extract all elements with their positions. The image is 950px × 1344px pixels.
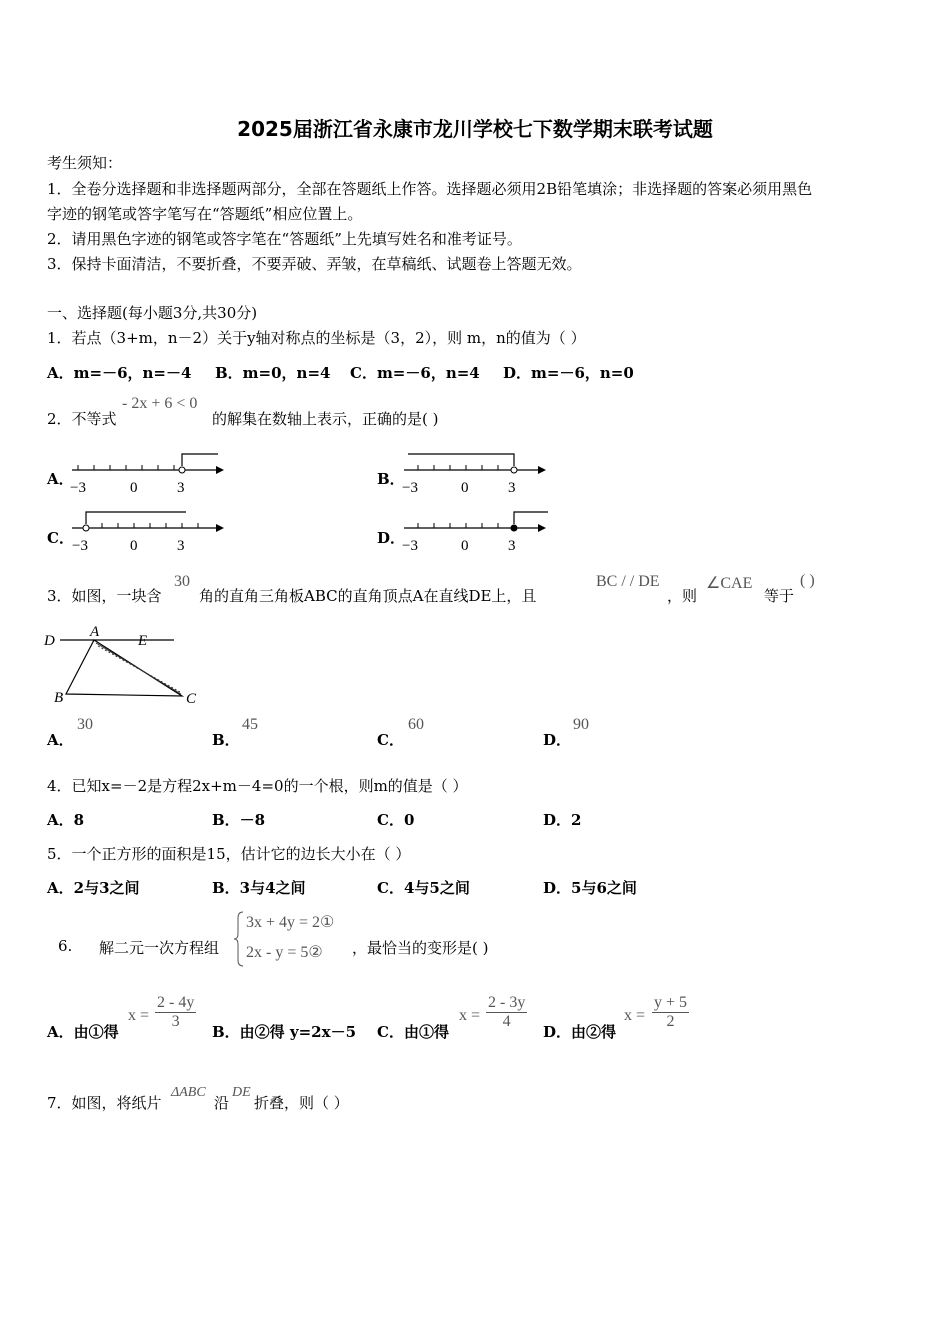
q1-option-b: B．m=0，n=4 xyxy=(215,364,331,382)
label-e: E xyxy=(138,633,148,649)
q3-pre: 3．如图，一块含 xyxy=(47,587,162,605)
q6-option-a-fraction xyxy=(155,994,196,1031)
tick-label: 3 xyxy=(177,480,185,496)
q4-option-c: C．0 xyxy=(377,811,415,829)
q2-number-line-b xyxy=(398,448,558,496)
q2-inequality: - 2x + 6 < 0 xyxy=(122,395,198,412)
q6-brace xyxy=(233,910,245,968)
label-b: B xyxy=(54,690,64,706)
denominator: 4 xyxy=(502,1013,511,1030)
numerator: y + 5 xyxy=(654,994,688,1011)
q2-number-line-c xyxy=(66,506,226,554)
q6-equation-2: 2x - y = 5② xyxy=(246,944,323,961)
q4-option-a: A．8 xyxy=(47,811,85,829)
q6-pre: 解二元一次方程组 xyxy=(99,939,220,957)
q6-option-c: C．由①得 xyxy=(377,1023,449,1041)
tick-label: 0 xyxy=(130,538,138,554)
q3-option-b: B． xyxy=(212,731,240,749)
notice-line-2: 2．请用黑色字迹的钢笔或答字笔在“答题纸”上先填写姓名和准考证号。 xyxy=(47,230,522,248)
tick-label: −3 xyxy=(402,538,418,554)
tick-label: −3 xyxy=(402,480,418,496)
q5-stem: 5．一个正方形的面积是15，估计它的边长大小在（ ） xyxy=(47,845,411,863)
label-c: C xyxy=(186,691,197,707)
tick-label: 3 xyxy=(177,538,185,554)
q6-option-c-fraction xyxy=(486,994,527,1031)
q1-option-d: D．m=－6，n=0 xyxy=(503,364,634,382)
q7-de: DE xyxy=(232,1085,251,1100)
q2-option-b-label: B． xyxy=(377,470,405,488)
q3-option-c: C． xyxy=(377,731,404,749)
numerator: 2 - 3y xyxy=(488,994,526,1011)
q5-option-c: C．4与5之间 xyxy=(377,879,470,897)
numerator: 2 - 4y xyxy=(157,994,195,1011)
q3-condition: BC / / DE xyxy=(596,573,660,590)
q2-option-c-label: C． xyxy=(47,529,74,547)
tick-label: 0 xyxy=(461,480,469,496)
tick-label: 0 xyxy=(130,480,138,496)
q3-option-d: D． xyxy=(543,731,572,749)
page-title: 2025届浙江省永康市龙川学校七下数学期末联考试题 xyxy=(237,117,713,141)
q6-option-b: B．由②得 y=2x－5 xyxy=(212,1023,357,1041)
q5-option-b: B．3与4之间 xyxy=(212,879,306,897)
q6-option-d-x: x = xyxy=(624,1007,646,1024)
tick-label: −3 xyxy=(72,538,88,554)
q1-stem: 1．若点（3+m，n－2）关于y轴对称点的坐标是（3，2），则 m，n的值为（ ） xyxy=(47,329,586,347)
q3-then: ，则 xyxy=(667,587,698,605)
label-d: D xyxy=(44,633,55,649)
denominator: 2 xyxy=(666,1013,675,1030)
q3-option-c-value: 60 xyxy=(408,716,424,733)
tick-label: 3 xyxy=(508,480,516,496)
q6-option-a: A．由①得 xyxy=(47,1023,119,1041)
q3-tail: 等于 xyxy=(764,587,795,605)
q3-option-a-value: 30 xyxy=(77,716,93,733)
q5-option-d: D．5与6之间 xyxy=(543,879,637,897)
q3-option-d-value: 90 xyxy=(573,716,589,733)
notice-line-1a: 1．全卷分选择题和非选择题两部分，全部在答题纸上作答。选择题必须用2B铅笔填涂；非选择题的答案必须用黑色 xyxy=(47,180,813,198)
q7-pre: 7．如图，将纸片 xyxy=(47,1094,162,1112)
q2-number: 2．不等式 xyxy=(47,410,117,428)
notice-line-1b: 字迹的钢笔或答字笔写在“答题纸”相应位置上。 xyxy=(47,205,363,223)
q2-number-line-a xyxy=(66,448,226,496)
section-heading: 一、选择题(每小题3分,共30分) xyxy=(47,304,258,322)
q2-number-line-d xyxy=(398,506,558,554)
q3-degree: 30 xyxy=(174,573,190,590)
q6-tail: ，最恰当的变形是( ) xyxy=(352,939,489,957)
q6-number: 6. xyxy=(58,937,73,955)
q6-option-d-fraction xyxy=(652,994,689,1031)
q6-equation-1: 3x + 4y = 2① xyxy=(246,914,335,931)
q2-option-d-label: D． xyxy=(377,529,406,547)
q2-tail: 的解集在数轴上表示，正确的是( ) xyxy=(212,410,439,428)
q6-option-a-x: x = xyxy=(128,1007,150,1024)
q1-option-a: A．m=－6，n=－4 xyxy=(47,364,192,382)
tick-label: 0 xyxy=(461,538,469,554)
q3-mid: 角的直角三角板ABC的直角顶点A在直线DE上，且 xyxy=(199,587,537,605)
notice-line-3: 3．保持卡面清洁，不要折叠，不要弄破、弄皱，在草稿纸、试题卷上答题无效。 xyxy=(47,255,582,273)
q3-option-a: A． xyxy=(47,731,74,749)
q6-option-c-x: x = xyxy=(459,1007,481,1024)
q3-option-b-value: 45 xyxy=(242,716,258,733)
tick-label: 3 xyxy=(508,538,516,554)
q7-triangle: ΔABC xyxy=(171,1085,206,1100)
q5-option-a: A．2与3之间 xyxy=(47,879,140,897)
q7-mid: 沿 xyxy=(214,1094,230,1112)
q3-figure xyxy=(42,624,212,710)
q3-angle: ∠CAE xyxy=(706,575,753,592)
q7-tail: 折叠，则（ ） xyxy=(254,1094,349,1112)
q1-option-c: C．m=－6，n=4 xyxy=(350,364,480,382)
tick-label: −3 xyxy=(70,480,86,496)
notice-heading: 考生须知： xyxy=(47,154,123,172)
q4-stem: 4．已知x=－2是方程2x+m－4=0的一个根，则m的值是（ ） xyxy=(47,777,468,795)
q4-option-d: D．2 xyxy=(543,811,582,829)
q3-paren: ( ) xyxy=(800,572,815,589)
q4-option-b: B．－8 xyxy=(212,811,266,829)
denominator: 3 xyxy=(171,1013,180,1030)
label-a: A xyxy=(90,624,100,640)
q6-option-d: D．由②得 xyxy=(543,1023,617,1041)
q2-option-a-label: A． xyxy=(47,470,74,488)
